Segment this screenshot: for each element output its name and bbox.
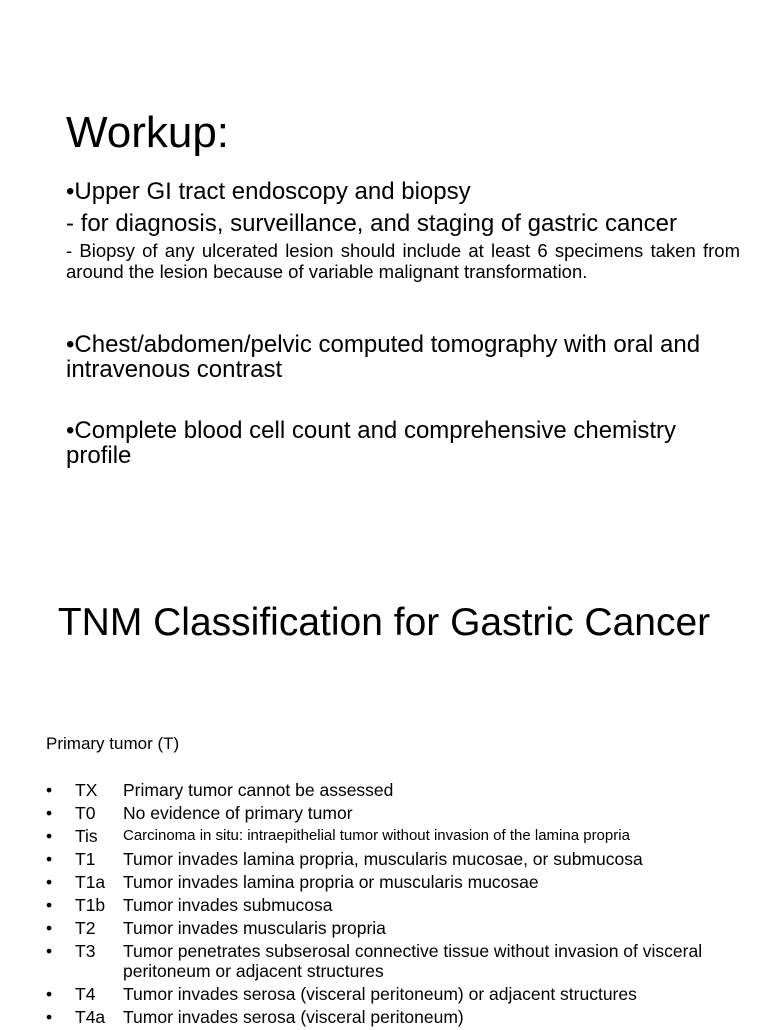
bullet-icon: •	[46, 941, 53, 961]
bullet-icon: •	[46, 826, 53, 846]
endoscopy-subpoint: - for diagnosis, surveillance, and staging of gastric cancer	[66, 210, 677, 237]
t-stage-row	[46, 872, 760, 892]
t-stage-code: T0	[75, 803, 96, 823]
bullet-icon: •	[46, 780, 53, 800]
t-stage-row	[46, 1007, 760, 1027]
workup-slide	[0, 0, 768, 512]
t-stage-code: TX	[75, 780, 98, 800]
t-stage-code: T2	[75, 918, 96, 938]
t-stage-description: Tumor invades serosa (visceral peritoneum) or adjacent structures	[123, 984, 637, 1004]
t-stage-code: Tis	[75, 826, 98, 846]
t-stage-row	[46, 941, 760, 981]
t-stage-code: T1a	[75, 872, 106, 892]
t-stage-code: T4	[75, 984, 96, 1004]
t-stage-row	[46, 849, 760, 869]
workup-title: Workup:	[66, 108, 230, 157]
t-stage-row	[46, 780, 760, 800]
t-stage-code: T3	[75, 941, 96, 961]
t-stage-code: T4a	[75, 1007, 106, 1027]
t-stage-description: Carcinoma in situ: intraepithelial tumor without invasion of the lamina propria	[123, 827, 630, 844]
bullet-icon: •	[46, 803, 53, 823]
t-stage-description: Tumor invades muscularis propria	[123, 918, 386, 938]
tnm-title: TNM Classification for Gastric Cancer	[57, 601, 711, 644]
biopsy-note: - Biopsy of any ulcerated lesion should include at least 6 specimens taken from around the lesion because of variable malignant transformation.	[66, 240, 740, 282]
ct-bullet: •Chest/abdomen/pelvic computed tomography with oral and intravenous contrast	[66, 331, 701, 383]
bullet-icon: •	[46, 1007, 53, 1027]
t-stage-row	[46, 918, 760, 938]
t-stage-row	[46, 826, 760, 846]
t-stage-code: T1	[75, 849, 96, 869]
t-stage-row	[46, 803, 760, 823]
bullet-icon: •	[46, 872, 53, 892]
t-stage-description: Tumor penetrates subserosal connective tissue without invasion of visceral peritoneum or adjacent structures	[123, 941, 703, 981]
primary-tumor-label: Primary tumor (T)	[46, 734, 180, 753]
endoscopy-bullet: •Upper GI tract endoscopy and biopsy	[66, 178, 471, 205]
t-stage-row	[46, 984, 760, 1004]
t-stage-description: Tumor invades serosa (visceral peritoneum)	[123, 1007, 464, 1027]
t-stage-description: Tumor invades submucosa	[123, 895, 333, 915]
blood-count-bullet: •Complete blood cell count and comprehensive chemistry profile	[66, 417, 677, 469]
t-stage-description: Primary tumor cannot be assessed	[123, 780, 394, 800]
bullet-icon: •	[46, 849, 53, 869]
t-stage-description: Tumor invades lamina propria, muscularis mucosae, or submucosa	[123, 849, 643, 869]
t-stage-description: Tumor invades lamina propria or muscularis mucosae	[123, 872, 539, 892]
bullet-icon: •	[46, 984, 53, 1004]
t-stage-description: No evidence of primary tumor	[123, 803, 353, 823]
t-stage-row	[46, 895, 760, 915]
bullet-icon: •	[46, 895, 53, 915]
bullet-icon: •	[46, 918, 53, 938]
tnm-slide	[0, 560, 768, 1027]
t-stage-code: T1b	[75, 895, 106, 915]
t-stage-list	[46, 780, 760, 1030]
